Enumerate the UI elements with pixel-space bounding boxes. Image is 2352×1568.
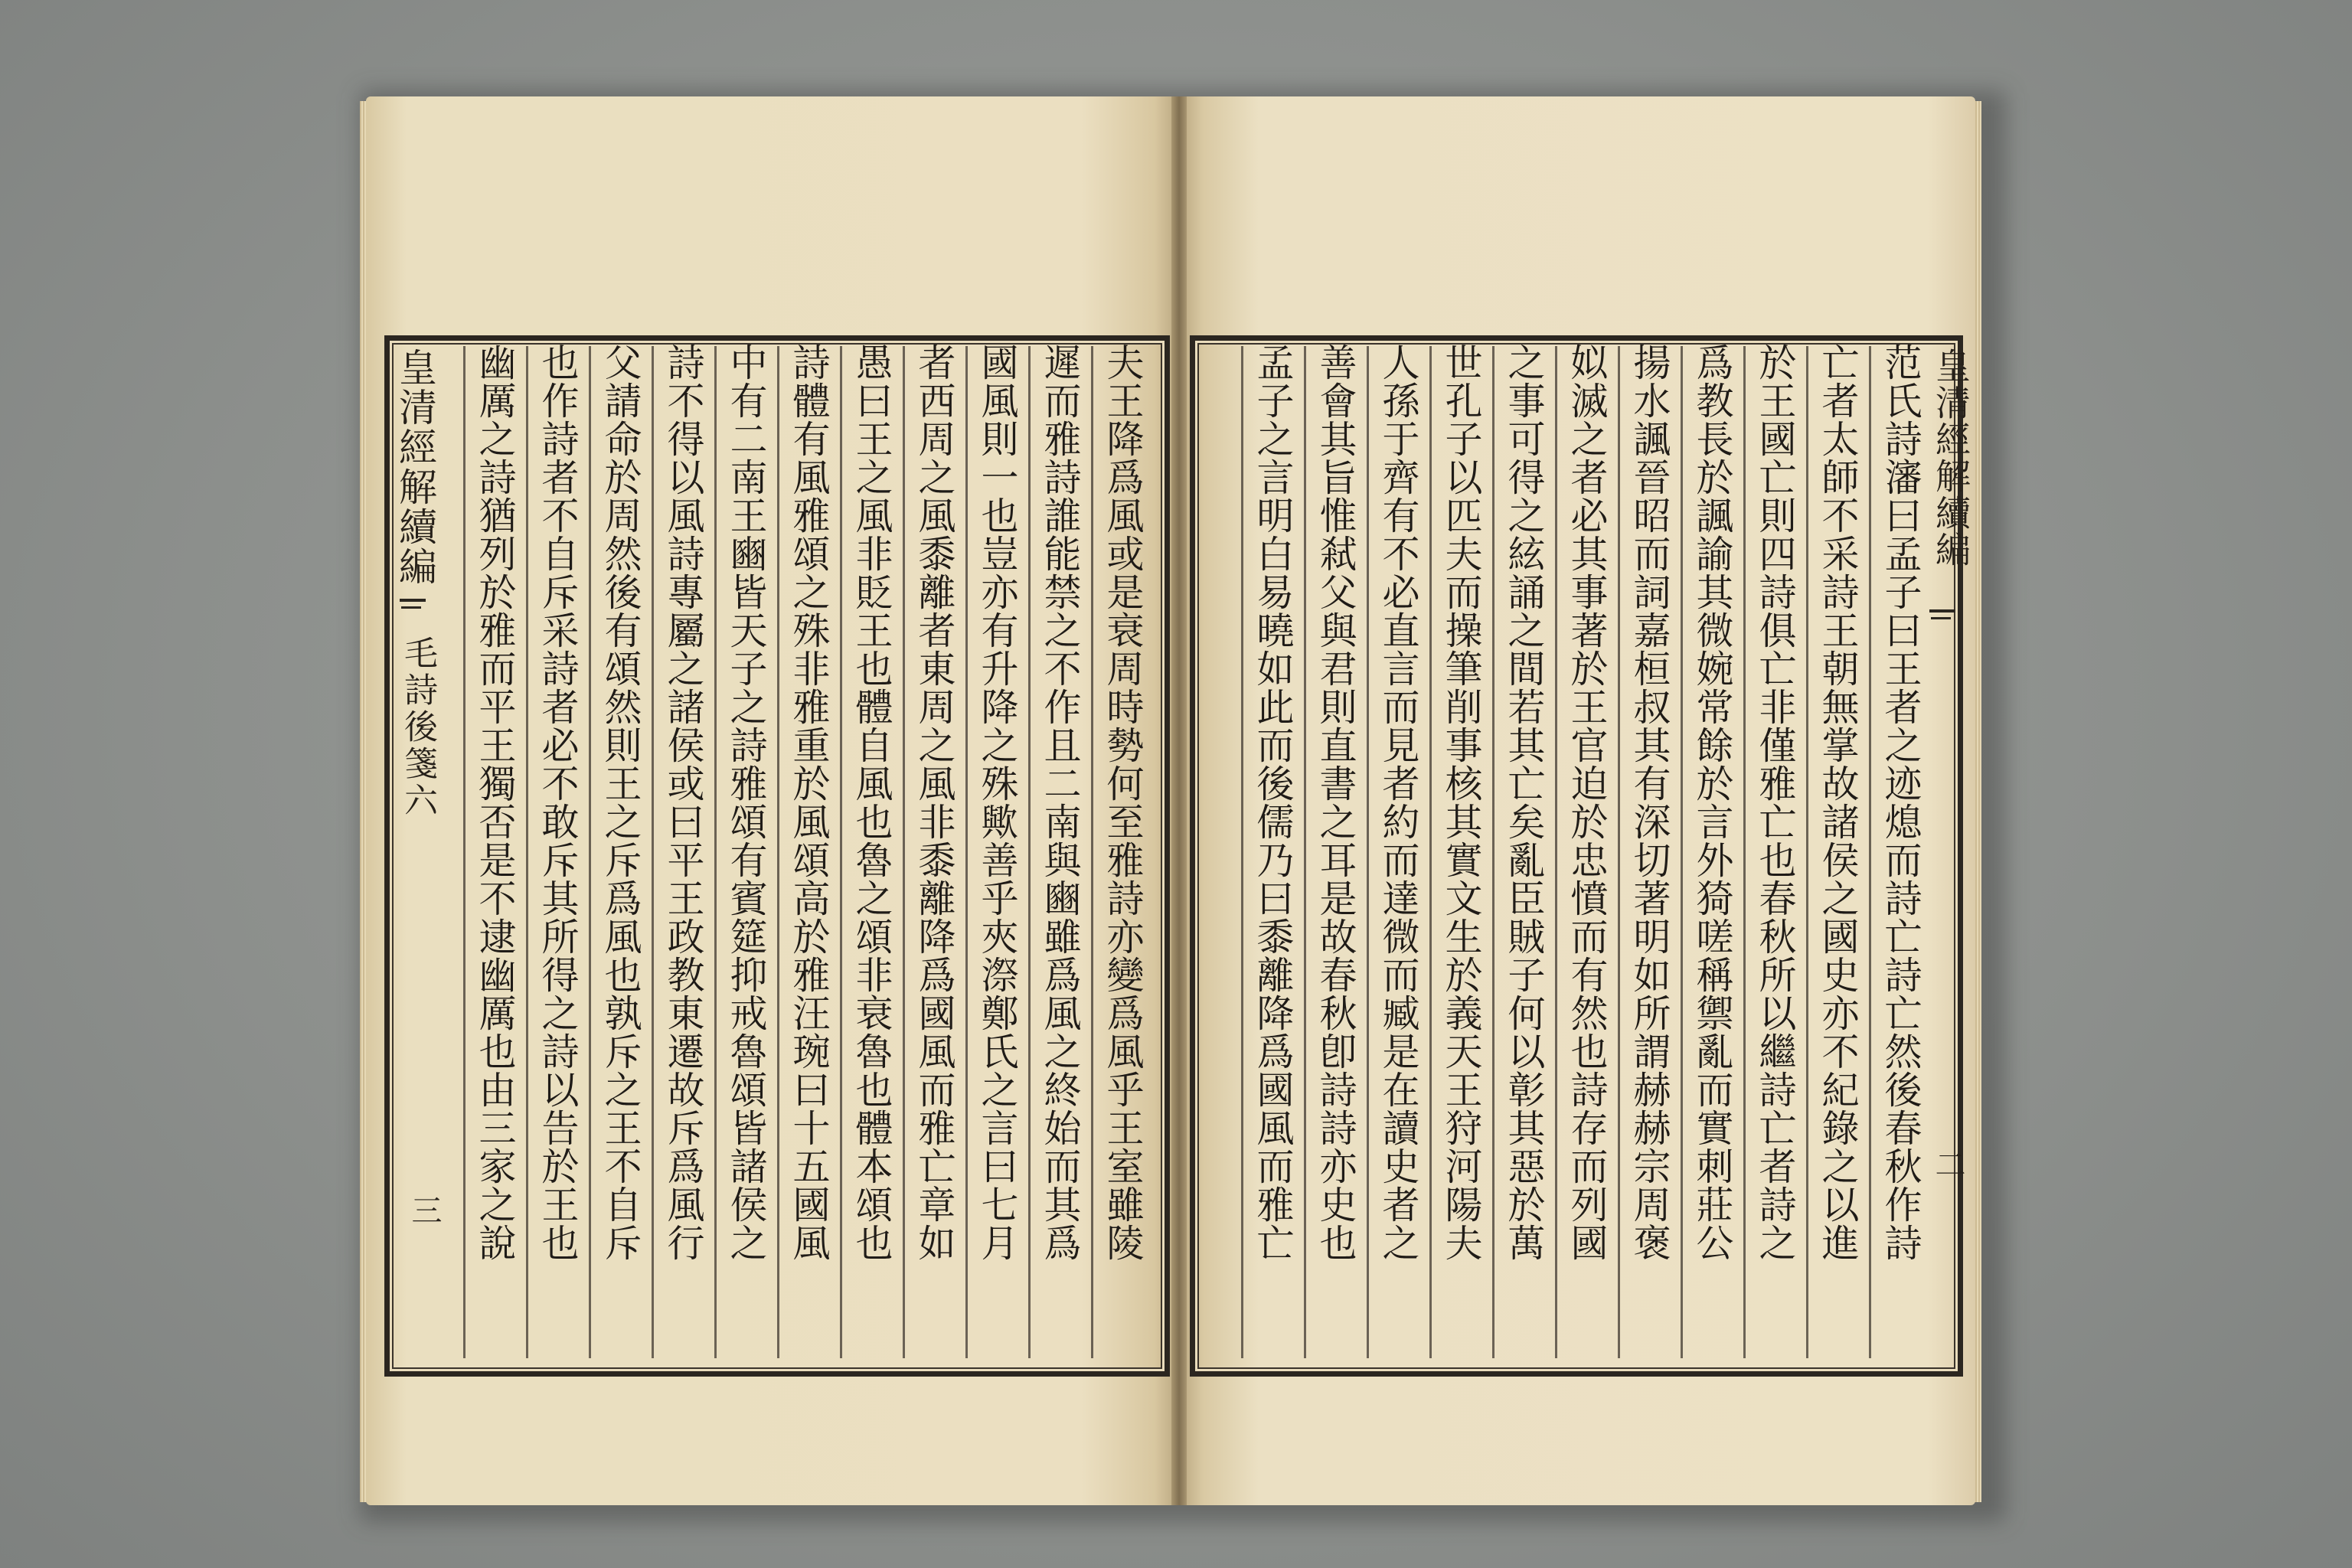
column-rule — [1618, 346, 1620, 1358]
left-margin-subtitle: 毛詩後箋六 — [398, 635, 437, 819]
column-rule — [589, 346, 591, 1358]
right-column-3: 於王國亡則四詩俱亡非僅雅亡也春秋所以繼詩亡者詩之 — [1753, 343, 1797, 1262]
left-column-5: 愚曰王之風非貶王也體自風也魯之頌非衰魯也體本頌也 — [850, 343, 893, 1262]
book-gutter — [1171, 96, 1187, 1505]
column-rule — [1555, 346, 1557, 1358]
column-rule — [1869, 346, 1871, 1358]
column-rule — [1304, 346, 1306, 1358]
column-rule — [1367, 346, 1369, 1358]
column-rule — [777, 346, 779, 1358]
right-column-9: 人孫于齊有不必直言而見者約而達微而臧是在讀史者之 — [1377, 343, 1420, 1262]
column-rule — [840, 346, 842, 1358]
right-folio-number: 二 — [1930, 1148, 1965, 1179]
left-column-1: 夫王降爲風或是衰周時勢何至雅詩亦變爲風乎王室雖陵 — [1101, 343, 1145, 1262]
column-rule — [463, 346, 466, 1358]
left-margin-title: 皇清經解續編 — [393, 348, 437, 586]
left-column-2: 遲而雅詩誰能禁之不作且二南與豳雖爲風之終始而其爲 — [1038, 343, 1082, 1262]
right-column-8: 世孔子以匹夫而操筆削事核其實文生於義天王狩河陽夫 — [1439, 343, 1483, 1262]
left-column-10: 也作詩者不自斥采詩者必不敢斥其所得之詩以告於王也 — [536, 343, 580, 1262]
left-column-9: 父請命於周然後有頌然則王之斥爲風也孰斥之王不自斥 — [599, 343, 642, 1262]
right-column-5: 揚水諷晉昭而詞嘉桓叔其有深切著明如所謂赫赫宗周褒 — [1628, 343, 1671, 1262]
column-rule — [1681, 346, 1683, 1358]
column-rule — [1806, 346, 1808, 1358]
right-column-1: 范氏詩瀋曰孟子曰王者之迹熄而詩亡詩亡然後春秋作詩 — [1879, 343, 1922, 1262]
column-rule — [903, 346, 905, 1358]
right-column-7: 之事可得之絃誦之間若其亡矣亂臣賊子何以彰其惡於萬 — [1502, 343, 1546, 1262]
column-rule — [652, 346, 654, 1358]
right-column-10: 善會其旨惟弒父與君則直書之耳是故春秋卽詩詩亦史也 — [1314, 343, 1357, 1262]
column-rule — [965, 346, 968, 1358]
left-column-4: 者西周之風黍離者東周之風非黍離降爲國風而雅亡章如 — [913, 343, 956, 1262]
left-column-3: 國風則一也豈亦有升降之殊歟善乎夾漈鄭氏之言曰七月 — [975, 343, 1019, 1262]
column-rule — [1028, 346, 1031, 1358]
fish-tail-mark — [400, 599, 426, 622]
right-column-11: 孟子之言明白易曉如此而後儒乃曰黍離降爲國風而雅亡 — [1251, 343, 1295, 1262]
column-rule — [1429, 346, 1432, 1358]
right-margin-title: 皇清經解續編 — [1930, 348, 1971, 568]
column-rule — [1743, 346, 1746, 1358]
right-column-2: 亡者太師不采詩王朝無掌故諸侯之國史亦不紀錄之以進 — [1816, 343, 1860, 1262]
column-rule — [526, 346, 528, 1358]
right-column-6: 姒滅之者必其事著於王官迫於忠憤而有然也詩存而列國 — [1565, 343, 1609, 1262]
column-rule — [1091, 346, 1093, 1358]
column-rule — [714, 346, 717, 1358]
left-folio-number: 三 — [407, 1194, 442, 1225]
left-column-6: 詩體有風雅頌之殊非雅重於風頌高於雅汪琬曰十五國風 — [787, 343, 831, 1262]
left-column-8: 詩不得以風詩專屬之諸侯或曰平王政教東遷故斥爲風行 — [662, 343, 705, 1262]
left-column-11: 幽厲之詩猶列於雅而平王獨否是不逮幽厲也由三家之說 — [473, 343, 517, 1262]
fish-tail-mark — [1929, 609, 1955, 632]
column-rule — [1241, 346, 1243, 1358]
right-column-4: 爲教長於諷諭其微婉常餘於言外猗嗟稱禦亂而實刺莊公 — [1690, 343, 1734, 1262]
column-rule — [1492, 346, 1494, 1358]
left-column-7: 中有二南王豳皆天子之詩雅頌有賓筵抑戒魯頌皆諸侯之 — [724, 343, 768, 1262]
